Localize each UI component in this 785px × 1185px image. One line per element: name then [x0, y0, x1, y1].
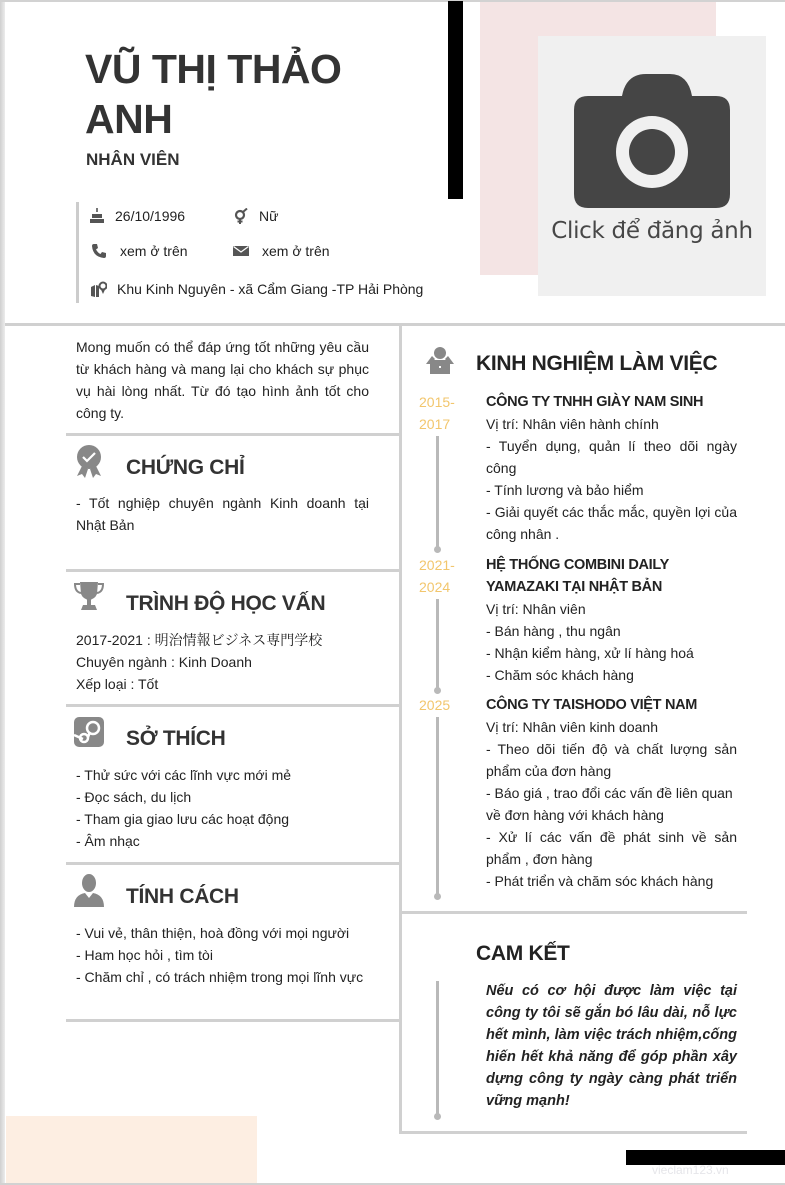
education-details	[76, 629, 369, 695]
gender-value: Nữ	[259, 208, 279, 224]
hobby-item: - Tham gia giao lưu các hoạt động	[76, 811, 290, 827]
job-duty: - Chăm sóc khách hàng	[486, 667, 634, 683]
hobby-item: - Âm nhạc	[76, 833, 140, 849]
year-start: 2025	[419, 697, 451, 713]
job-company: CÔNG TY TNHH GIÀY NAM SINH	[486, 394, 704, 410]
job-position: Vị trí: Nhân viên	[486, 601, 586, 617]
email-row	[233, 241, 330, 261]
objective-text: Mong muốn có thể đáp ứng tốt những yêu cầu từ khách hàng và mang lại cho khách sự phục vụ hài lòng nhất. Từ đó tạo hình ảnh tốt cho công ty.	[76, 339, 369, 421]
job-company: CÔNG TY TAISHODO VIỆT NAM	[486, 697, 698, 713]
photo-upload-label: Click để đăng ảnh	[551, 218, 753, 244]
objective-section	[66, 326, 399, 436]
hobby-item: - Thử sức với các lĩnh vực mới mẻ	[76, 767, 292, 783]
experience-title: KINH NGHIỆM LÀM VIỆC	[476, 352, 718, 375]
year-start: 2021-	[419, 557, 455, 573]
job-position: Vị trí: Nhân viên hành chính	[486, 416, 659, 432]
year-start: 2015-	[419, 394, 455, 410]
personality-item: - Vui vẻ, thân thiện, hoà đồng với mọi người	[76, 925, 350, 941]
education-section	[66, 572, 399, 707]
person-icon	[74, 873, 104, 907]
commitment-text: Nếu có cơ hội được làm việc tại công ty tôi sẽ gắn bó lâu dài, nỗ lực hết mình, làm việc trách nhiệm,cống hiến hết khả năng để góp phần xây dựng công ty ngày càng phát triển vững mạnh!	[486, 983, 737, 1109]
year-end: 2017	[419, 416, 451, 432]
job-duty: - Giải quyết các thắc mắc, quyền lợi của công nhân .	[486, 504, 737, 542]
birthday-row	[89, 206, 185, 226]
timeline-line	[436, 981, 439, 1115]
page-edge-shadow	[0, 0, 5, 1185]
job-duty: - Xử lí các vấn đề phát sinh về sản phẩm , đơn hàng	[486, 829, 737, 867]
decorative-peach-block	[6, 1116, 257, 1183]
job-year	[419, 391, 463, 435]
phone-value: xem ở trên	[120, 243, 188, 259]
commitment-title: CAM KẾT	[476, 942, 570, 965]
timeline-dot	[434, 687, 441, 694]
birthday-value: 26/10/1996	[115, 208, 186, 224]
job-duty: - Theo dõi tiến độ và chất lượng sản phẩm của đơn hàng	[486, 741, 737, 779]
hobby-item: - Đọc sách, du lịch	[76, 789, 192, 805]
experience-divider	[402, 911, 747, 914]
hobbies-title: SỞ THÍCH	[126, 727, 226, 750]
watermark: vieclam123.vn	[652, 1163, 729, 1177]
decorative-black-bar	[448, 1, 463, 199]
birthday-cake-icon	[89, 208, 105, 224]
timeline-dot	[434, 893, 441, 900]
personality-item: - Ham học hỏi , tìm tòi	[76, 947, 213, 963]
steam-hobby-icon	[74, 715, 104, 749]
certificates-section	[66, 436, 399, 572]
address-value: Khu Kinh Nguyên - xã Cẩm Giang -TP Hải Phòng	[117, 281, 424, 297]
contact-info	[76, 202, 449, 303]
hobbies-section	[66, 707, 399, 865]
job-duty: - Bán hàng , thu ngân	[486, 623, 621, 639]
work-laptop-icon	[424, 346, 456, 374]
job-title: NHÂN VIÊN	[86, 150, 180, 169]
email-icon	[233, 243, 249, 259]
job-entry	[486, 391, 737, 545]
job-duty: - Báo giá , trao đổi các vấn đề liên quan về đơn hàng với khách hàng	[486, 785, 733, 823]
gender-icon	[233, 208, 249, 224]
education-school: 2017-2021 : 明治情報ビジネス専門学校	[76, 632, 323, 648]
trophy-icon	[74, 580, 104, 614]
phone-row	[91, 241, 188, 261]
job-company: HỆ THỐNG COMBINI DAILY YAMAZAKI TẠI NHẬT BẢN	[486, 557, 669, 595]
gender-row	[233, 206, 278, 226]
column-divider	[399, 326, 402, 1134]
personality-item: - Chăm chỉ , có trách nhiệm trong mọi lĩnh vực	[76, 969, 364, 985]
address-row	[91, 279, 423, 299]
job-entry	[486, 554, 737, 686]
hobbies-list	[76, 764, 369, 852]
job-duty: - Tính lương và bảo hiểm	[486, 482, 644, 498]
certificates-title: CHỨNG CHỈ	[126, 456, 245, 479]
photo-upload-button[interactable]	[538, 36, 766, 296]
personality-title: TÍNH CÁCH	[126, 885, 239, 908]
timeline-dot	[434, 1113, 441, 1120]
job-duty: - Tuyển dụng, quản lí theo dõi ngày công	[486, 438, 737, 476]
email-value: xem ở trên	[262, 243, 330, 259]
camera-icon	[574, 74, 730, 210]
timeline-line	[436, 599, 439, 689]
timeline-line	[436, 717, 439, 895]
timeline-dot	[434, 546, 441, 553]
map-location-icon	[91, 281, 107, 297]
personality-section	[66, 865, 399, 1022]
education-grade: Xếp loại : Tốt	[76, 676, 159, 692]
commitment-divider	[402, 1131, 747, 1134]
certificate-badge-icon	[74, 444, 104, 478]
year-end: 2024	[419, 579, 451, 595]
job-duty: - Nhận kiểm hàng, xử lí hàng hoá	[486, 645, 694, 661]
candidate-name: VŨ THỊ THẢO ANH	[85, 46, 342, 142]
job-duty: - Phát triển và chăm sóc khách hàng	[486, 873, 714, 889]
certificate-item: - Tốt nghiệp chuyên ngành Kinh doanh tại Nhật Bản	[76, 495, 369, 533]
timeline-line	[436, 436, 439, 550]
job-position: Vị trí: Nhân viên kinh doanh	[486, 719, 658, 735]
education-title: TRÌNH ĐỘ HỌC VẤN	[126, 592, 326, 615]
job-year	[419, 694, 463, 716]
job-year	[419, 554, 463, 598]
education-major: Chuyên ngành : Kinh Doanh	[76, 654, 252, 670]
phone-icon	[91, 243, 107, 259]
personality-list	[76, 922, 369, 988]
job-entry	[486, 694, 737, 892]
